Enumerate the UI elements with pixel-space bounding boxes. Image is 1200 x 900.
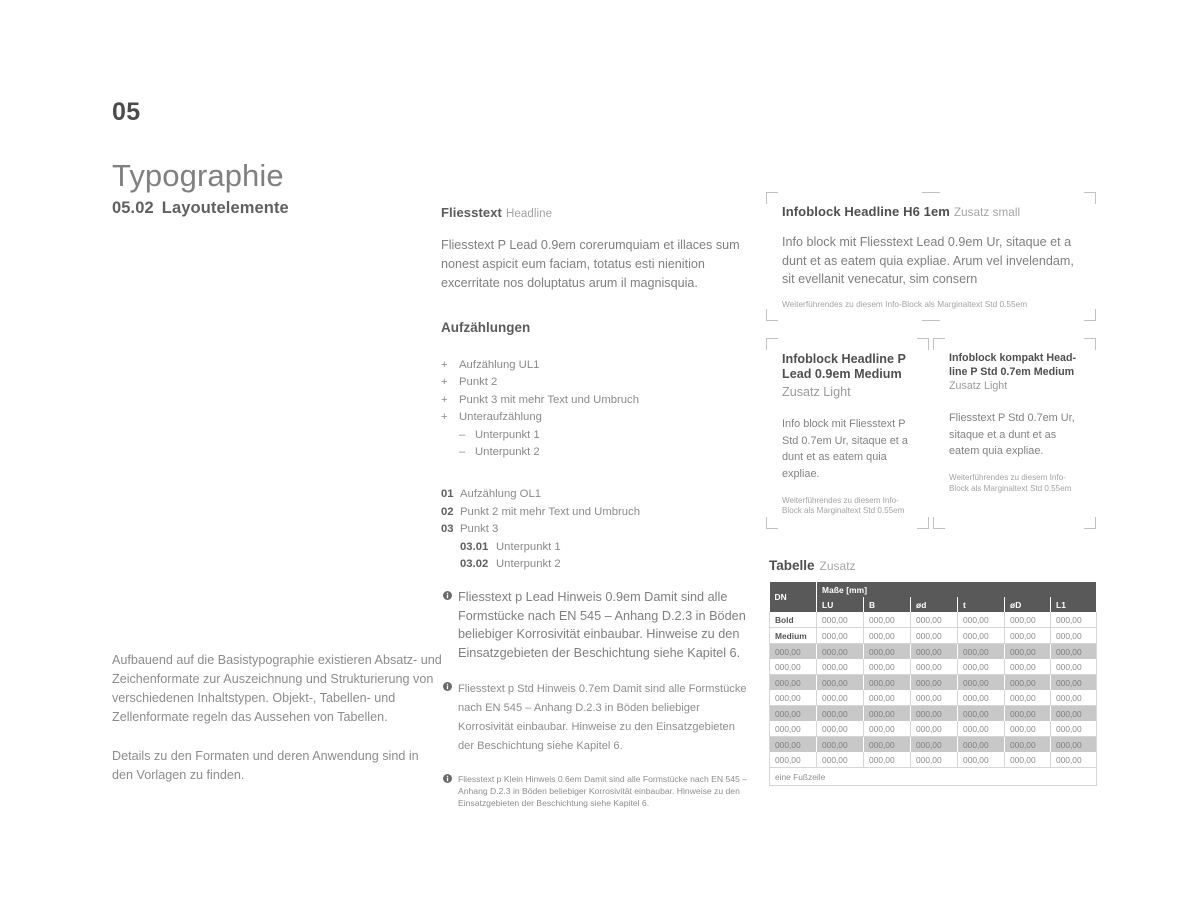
- table-cell: 000,00: [817, 628, 864, 644]
- table-cell: 000,00: [958, 690, 1005, 706]
- table-cell: 000,00: [1051, 752, 1097, 768]
- table-row-label: Medium: [770, 628, 817, 644]
- infoblock-wide-zusatz: Zusatz small: [953, 206, 1021, 219]
- table-cell: 000,00: [1051, 675, 1097, 691]
- table-cell: 000,00: [864, 721, 911, 737]
- table-cell: 000,00: [958, 737, 1005, 753]
- table-row: [770, 706, 1097, 722]
- table-cell: 000,00: [958, 612, 1005, 628]
- chapter-header: [112, 100, 422, 218]
- table-row: [770, 721, 1097, 737]
- table-cell: 000,00: [864, 612, 911, 628]
- table-cell: 000,00: [817, 612, 864, 628]
- table-cell: 000,00: [817, 675, 864, 691]
- table-cell: 000,00: [864, 752, 911, 768]
- table-column-header: ød: [911, 597, 958, 612]
- table-cell: 000,00: [1005, 706, 1051, 722]
- table-cell: 000,00: [958, 675, 1005, 691]
- table-header-group: Maße [mm]: [817, 582, 1097, 597]
- frame-corner-top-right-icon: [1084, 192, 1096, 204]
- infoblock-wide-headline: [782, 204, 1080, 219]
- table-header-row-group: [770, 582, 1097, 597]
- table-cell: 000,00: [1005, 675, 1051, 691]
- table-cell: 000,00: [911, 737, 958, 753]
- table-foot: [770, 768, 1097, 786]
- list-item-label: Punkt 3: [460, 523, 499, 536]
- table-cell: 000,00: [817, 690, 864, 706]
- table-cell: 000,00: [864, 628, 911, 644]
- table-row-label: 000,00: [770, 737, 817, 753]
- subtitle-text: Layoutelemente: [161, 198, 289, 217]
- list-item: [441, 504, 746, 520]
- table-cell: 000,00: [864, 659, 911, 675]
- table-cell: 000,00: [1051, 644, 1097, 660]
- table-cell: 000,00: [817, 659, 864, 675]
- table-title-zusatz: Zusatz: [819, 559, 856, 573]
- data-table: [769, 582, 1097, 786]
- list-item: [441, 521, 746, 537]
- intro-paragraph-2: Details zu den Formaten und deren Anwendung sind in den Vorlagen zu finden.: [112, 748, 419, 782]
- hint-note: [441, 588, 753, 663]
- table-cell: 000,00: [864, 644, 911, 660]
- table-cell: 000,00: [1051, 612, 1097, 628]
- frame-corner-top-right-icon: [1084, 338, 1096, 350]
- table-cell: 000,00: [864, 706, 911, 722]
- hint-note: [441, 680, 753, 756]
- table-row: [770, 659, 1097, 675]
- list-item: [441, 556, 746, 572]
- infoblock-right-headline-text: Infoblock kompakt Head-line P Std 0.7em Medium: [949, 351, 1077, 378]
- table-row: [770, 752, 1097, 768]
- list-item: [441, 392, 746, 408]
- body-text-column: [441, 205, 746, 574]
- table-column-header: øD: [1005, 597, 1051, 612]
- table-cell: 000,00: [1051, 721, 1097, 737]
- intro-paragraph-1: Aufbauend auf die Basistypographie existieren Absatz- und Zeichenformate zur Auszeichnung und Strukturierung von verschiedenen Inhaltstypen. Objekt-, Tabellen- und Zellenformate regeln das Aussehen von Tabellen.: [112, 653, 442, 725]
- infoblock-right-headline: [949, 352, 1080, 395]
- table-row-label: 000,00: [770, 675, 817, 691]
- table-cell: 000,00: [817, 706, 864, 722]
- frame-corner-bottom-left-icon: [766, 517, 778, 529]
- list-item-label: Unterpunkt 1: [496, 540, 561, 553]
- list-item-label: Aufzählung OL1: [460, 488, 542, 501]
- table-row: [770, 628, 1097, 644]
- subtitle-number: 05.02: [112, 198, 154, 217]
- table-cell: 000,00: [958, 644, 1005, 660]
- infoblock-wide-marginal: Weiterführendes zu diesem Info-Block als Marginaltext Std 0.55em: [782, 298, 1028, 309]
- infoblock-left-marginal: Weiterführendes zu diesem Info-Block als Marginaltext Std 0.55em: [782, 495, 905, 516]
- infoblock-right: [933, 338, 1096, 529]
- info-circle-icon: [441, 591, 453, 663]
- unordered-list: [441, 357, 746, 461]
- infoblock-left-headline: [782, 352, 913, 401]
- table-row: [770, 737, 1097, 753]
- infoblock-left-body: Info block mit Fliesstext P Std 0.7em Ur, sitaque et a dunt et as eatem quia expliae.: [782, 418, 908, 480]
- table-cell: 000,00: [958, 752, 1005, 768]
- table-cell: 000,00: [911, 675, 958, 691]
- infoblock-column: [766, 192, 1096, 529]
- table-cell: 000,00: [911, 659, 958, 675]
- table-row-label: 000,00: [770, 721, 817, 737]
- list-item: [441, 357, 746, 373]
- table-cell: 000,00: [1005, 644, 1051, 660]
- page-subtitle: [112, 199, 422, 218]
- table-row: [770, 612, 1097, 628]
- table-cell: 000,00: [911, 690, 958, 706]
- table-header-dn: DN: [770, 582, 817, 612]
- list-item-number: 02: [441, 505, 454, 518]
- frame-corner-bottom-left-icon: [766, 309, 778, 321]
- table-row-label: Bold: [770, 612, 817, 628]
- table-cell: 000,00: [1005, 612, 1051, 628]
- table-cell: 000,00: [911, 752, 958, 768]
- list-item: [441, 486, 746, 502]
- infoblock-right-marginal: Weiterführendes zu diesem Info-Block als Marginaltext Std 0.55em: [949, 473, 1072, 493]
- hint-notes: [441, 588, 753, 810]
- table-body: [770, 612, 1097, 768]
- table-cell: 000,00: [911, 612, 958, 628]
- frame-corner-bottom-right-icon: [1084, 517, 1096, 529]
- table-cell: 000,00: [1005, 752, 1051, 768]
- table-cell: 000,00: [817, 721, 864, 737]
- list-item-label: Unterpunkt 2: [496, 558, 561, 571]
- table-cell: 000,00: [911, 644, 958, 660]
- table-cell: 000,00: [1051, 706, 1097, 722]
- table-cell: 000,00: [1005, 628, 1051, 644]
- hint-note-text: Fliesstext p Lead Hinweis 0.9em Damit sind alle Formstücke nach EN 545 – Anhang D.2.3 in Böden beliebiger Korrosivität einbaubar. Hinweise zu den Einsatzgebieten der Beschichtung siehe Kapitel 6.: [458, 590, 746, 661]
- chapter-number: 05: [112, 98, 141, 126]
- intro-description: [112, 651, 442, 785]
- table-cell: 000,00: [1051, 659, 1097, 675]
- table-cell: 000,00: [1005, 690, 1051, 706]
- table-column-header: B: [864, 597, 911, 612]
- table-row-label: 000,00: [770, 659, 817, 675]
- list-item-label: Unteraufzählung: [459, 411, 542, 424]
- list-item-number: 01: [441, 488, 454, 501]
- list-item-label: Aufzählung UL1: [459, 358, 540, 371]
- list-item-bullet-icon: +: [441, 358, 448, 371]
- fliesstext-heading-label: Fliesstext: [441, 205, 502, 220]
- table-cell: 000,00: [958, 659, 1005, 675]
- hint-note-text: Fliesstext p Klein Hinweis 0.6em Damit sind alle Formstücke nach EN 545 – Anhang D.2.3 in Böden beliebiger Korrosivität einbaubar. Hinweise zu den Einsatzgebieten der Beschichtung siehe Kapitel 6.: [458, 774, 747, 809]
- aufzaehlungen-heading: Aufzählungen: [441, 319, 531, 335]
- table-cell: 000,00: [958, 706, 1005, 722]
- list-item: [441, 539, 746, 555]
- infoblock-wide-body: Info block mit Fliesstext Lead 0.9em Ur, sitaque et a dunt et as eatem quia expliae. Arum vel invelendam, sit evellanit venecatur, sim consern: [782, 235, 1074, 287]
- table-cell: 000,00: [1051, 737, 1097, 753]
- table-section: [769, 558, 1096, 786]
- frame-corner-bottom-left-icon: [933, 517, 945, 529]
- list-item-label: Punkt 3 mit mehr Text und Umbruch: [459, 393, 639, 406]
- table-cell: 000,00: [911, 706, 958, 722]
- table-cell: 000,00: [911, 721, 958, 737]
- table-column-header: LU: [817, 597, 864, 612]
- frame-tick-top-icon: [922, 192, 940, 193]
- infoblock-wide-headline-text: Infoblock Headline H6 1em: [782, 204, 950, 219]
- list-item-number: 03: [441, 523, 454, 536]
- list-item-bullet-icon: –: [459, 446, 466, 459]
- table-row-label: 000,00: [770, 690, 817, 706]
- table-title: [769, 558, 1096, 573]
- table-cell: 000,00: [1005, 659, 1051, 675]
- table-cell: 000,00: [1051, 628, 1097, 644]
- table-column-header: L1: [1051, 597, 1097, 612]
- table-cell: 000,00: [1051, 690, 1097, 706]
- hint-note: [441, 773, 753, 810]
- infoblock-wide: [766, 192, 1096, 321]
- table-title-text: Tabelle: [769, 558, 815, 573]
- fliesstext-body: Fliesstext P Lead 0.9em corerumquiam et illaces sum nonest aspicit eum faciam, totatus esti nienition excerritate nos doluptatus arum il magnisquia.: [441, 238, 740, 290]
- infoblock-right-body: Fliesstext P Std 0.7em Ur, sitaque et a dunt et as eatem quia expliae.: [949, 412, 1075, 458]
- table-cell: 000,00: [864, 690, 911, 706]
- list-item-bullet-icon: –: [459, 428, 466, 441]
- list-item-bullet-icon: +: [441, 376, 448, 389]
- table-column-header: t: [958, 597, 1005, 612]
- table-cell: 000,00: [817, 752, 864, 768]
- frame-corner-bottom-right-icon: [917, 517, 929, 529]
- table-row: [770, 644, 1097, 660]
- list-item: [441, 444, 746, 460]
- table-row-label: 000,00: [770, 752, 817, 768]
- page-title: Typographie: [112, 158, 284, 193]
- list-item-bullet-icon: +: [441, 393, 448, 406]
- infoblock-left-zusatz: Zusatz Light: [782, 385, 851, 400]
- infoblock-right-zusatz: Zusatz Light: [949, 380, 1008, 393]
- table-cell: 000,00: [958, 628, 1005, 644]
- fliesstext-heading-sub: Headline: [505, 208, 553, 220]
- table-row: [770, 690, 1097, 706]
- table-footer-cell: eine Fußzeile: [770, 768, 1097, 786]
- hint-note-text: Fliesstext p Std Hinweis 0.7em Damit sind alle Formstücke nach EN 545 – Anhang D.2.3 in Böden beliebiger Korrosivität einbaubar. Hinweise zu den Einsatzgebieten der Beschichtung siehe Kapitel 6.: [458, 682, 747, 752]
- infoblock-left: [766, 338, 929, 529]
- table-cell: 000,00: [958, 721, 1005, 737]
- list-item: [441, 409, 746, 425]
- frame-tick-bottom-icon: [922, 320, 940, 321]
- list-item-label: Unterpunkt 2: [475, 446, 540, 459]
- list-item-number: 03.02: [460, 558, 489, 571]
- list-item: [441, 427, 746, 443]
- frame-corner-top-left-icon: [766, 192, 778, 204]
- info-circle-icon: [441, 774, 453, 810]
- table-row-label: 000,00: [770, 706, 817, 722]
- table-head: [770, 582, 1097, 612]
- list-item-number: 03.01: [460, 540, 489, 553]
- frame-corner-bottom-right-icon: [1084, 309, 1096, 321]
- list-item-label: Unterpunkt 1: [475, 428, 540, 441]
- list-item: [441, 374, 746, 390]
- infoblock-left-headline-text: Infoblock Headline P Lead 0.9em Medium: [782, 351, 906, 382]
- frame-corner-top-left-icon: [933, 338, 945, 350]
- table-cell: 000,00: [911, 628, 958, 644]
- table-row: [770, 675, 1097, 691]
- table-header-row-columns: [770, 597, 1097, 612]
- list-item-label: Punkt 2: [459, 376, 498, 389]
- frame-corner-top-left-icon: [766, 338, 778, 350]
- list-item-label: Punkt 2 mit mehr Text und Umbruch: [460, 505, 640, 518]
- table-cell: 000,00: [1005, 721, 1051, 737]
- fliesstext-heading: [441, 205, 746, 220]
- table-cell: 000,00: [1005, 737, 1051, 753]
- list-item-bullet-icon: +: [441, 411, 448, 424]
- table-cell: 000,00: [817, 644, 864, 660]
- table-cell: 000,00: [817, 737, 864, 753]
- info-circle-icon: [441, 682, 453, 756]
- table-cell: 000,00: [864, 675, 911, 691]
- table-footer-row: [770, 768, 1097, 786]
- ordered-list: [441, 486, 746, 572]
- frame-corner-top-right-icon: [917, 338, 929, 350]
- table-cell: 000,00: [864, 737, 911, 753]
- table-row-label: 000,00: [770, 644, 817, 660]
